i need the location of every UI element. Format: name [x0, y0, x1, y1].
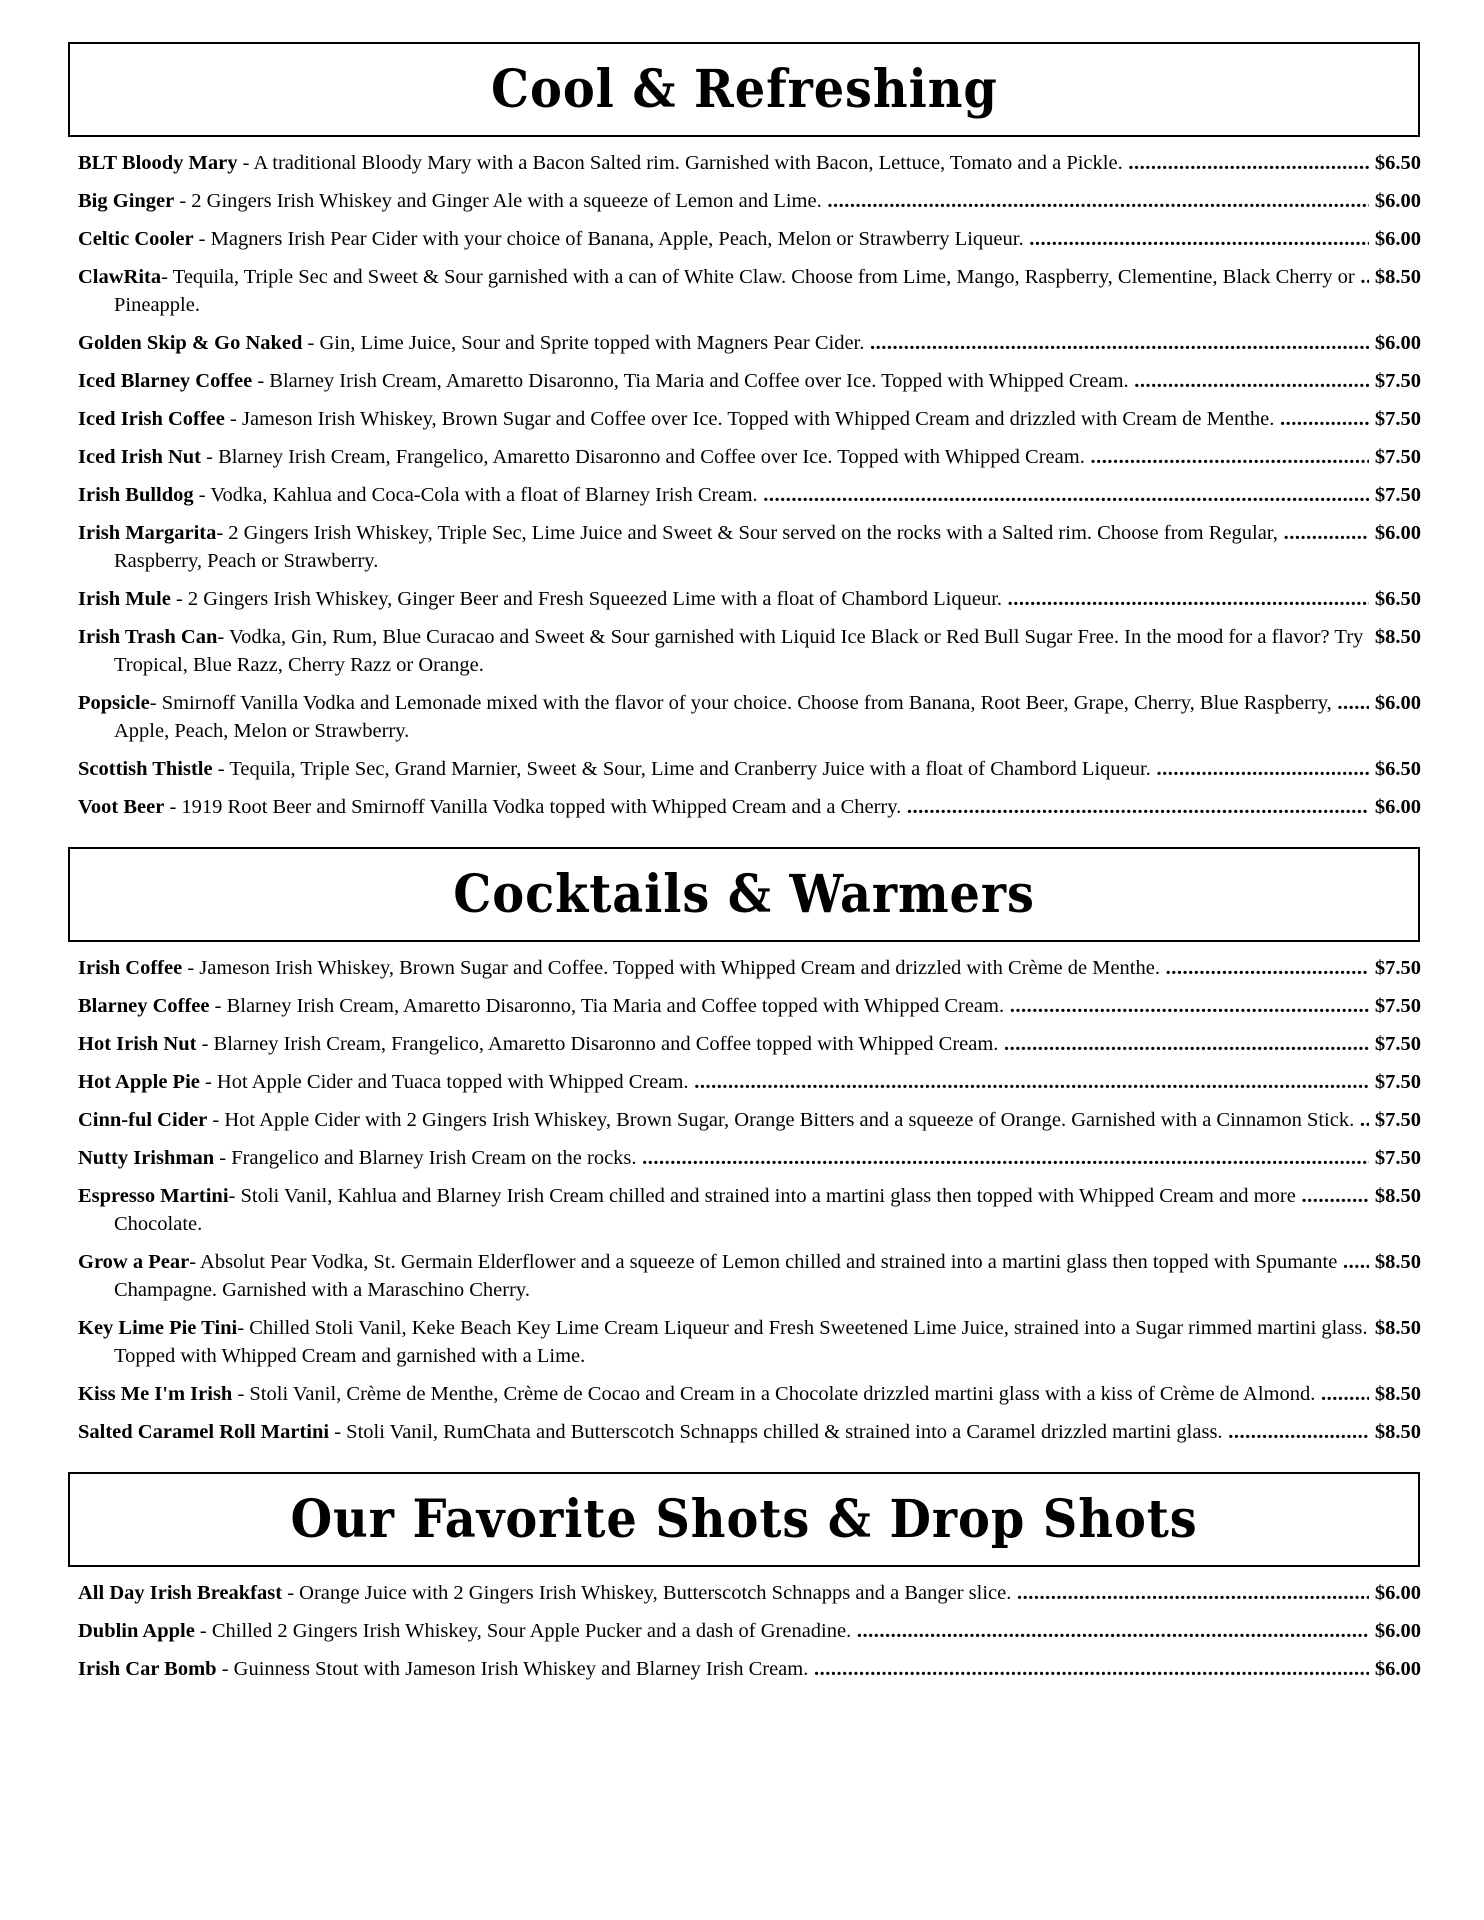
menu-section [68, 42, 1420, 821]
menu-item-price: $8.50 [1374, 1185, 1421, 1207]
menu-item-text [78, 405, 1369, 433]
menu-item-description: - Absolut Pear Vodka, St. Germain Elderflower and a squeeze of Lemon chilled and strained into a martini glass then topped with Spumante [189, 1251, 1338, 1273]
menu-item-price: $6.00 [1374, 190, 1421, 212]
menu-item-text [78, 225, 1369, 253]
dot-leader [864, 332, 1369, 354]
menu-item [78, 1380, 1421, 1408]
menu-item [78, 225, 1421, 253]
dot-leader [758, 484, 1369, 506]
dot-leader [1296, 1185, 1369, 1207]
menu-item [78, 623, 1421, 679]
menu-item-description: - Blarney Irish Cream, Amaretto Disaronno, Tia Maria and Coffee over Ice. Topped with Whipped Cream. [252, 370, 1129, 392]
dot-leader [1355, 266, 1369, 288]
menu-item-description: - Chilled Stoli Vanil, Keke Beach Key Lime Cream Liqueur and Fresh Sweetened Lime Juice, strained into a Sugar rimmed martini glass. [237, 1317, 1368, 1339]
menu-item-description: - Vodka, Kahlua and Coca-Cola with a float of Blarney Irish Cream. [193, 484, 758, 506]
menu-item [78, 1182, 1421, 1238]
menu-item-description: - Jameson Irish Whiskey, Brown Sugar and Coffee over Ice. Topped with Whipped Cream and drizzled with Cream de Menthe. [224, 408, 1275, 430]
menu-item-price: $6.50 [1374, 588, 1421, 610]
menu-item-description: - Stoli Vanil, Crème de Menthe, Crème de Cocao and Cream in a Chocolate drizzled martini glass with a kiss of Crème de Almond. [232, 1383, 1316, 1405]
menu-item [78, 481, 1421, 509]
section-banner [68, 1472, 1420, 1567]
menu-page [68, 42, 1420, 1693]
menu-item-name: Salted Caramel Roll Martini [78, 1421, 330, 1443]
dot-leader [1123, 152, 1369, 174]
menu-item-description: - Frangelico and Blarney Irish Cream on the rocks. [214, 1147, 637, 1169]
menu-item [78, 1068, 1421, 1096]
menu-item-description: - Jameson Irish Whiskey, Brown Sugar and Coffee. Topped with Whipped Cream and drizzled with Crème de Menthe. [182, 957, 1160, 979]
dot-leader [1024, 228, 1369, 250]
dot-leader [1363, 626, 1369, 648]
menu-item-name: Kiss Me I'm Irish [78, 1383, 233, 1405]
menu-item [78, 793, 1421, 821]
menu-item-text [78, 1068, 1369, 1096]
dot-leader [851, 1620, 1369, 1642]
menu-item-price: $6.00 [1374, 522, 1421, 544]
dot-leader [637, 1147, 1369, 1169]
dot-leader [1337, 1251, 1369, 1273]
menu-item [78, 149, 1421, 177]
dot-leader [1085, 446, 1369, 468]
menu-item-name: Big Ginger [78, 190, 175, 212]
menu-item-price: $7.50 [1374, 1147, 1421, 1169]
menu-item-price: $8.50 [1374, 1251, 1421, 1273]
section-title: Our Favorite Shots & Drop Shots [290, 1488, 1198, 1550]
menu-item [78, 689, 1421, 745]
menu-item-description: - 2 Gingers Irish Whiskey and Ginger Ale with a squeeze of Lemon and Lime. [174, 190, 822, 212]
dot-leader [998, 1033, 1368, 1055]
menu-item-text [78, 793, 1369, 821]
menu-item-price: $6.00 [1374, 1658, 1421, 1680]
menu-item-price: $7.50 [1374, 995, 1421, 1017]
dot-leader [1354, 1109, 1369, 1131]
menu-item-description: - Stoli Vanil, RumChata and Butterscotch Schnapps chilled & strained into a Caramel drizzled martini glass. [329, 1421, 1223, 1443]
menu-item [78, 585, 1421, 613]
menu-item-name: Dublin Apple [78, 1620, 195, 1642]
menu-item-price: $6.50 [1374, 152, 1421, 174]
dot-leader [901, 796, 1369, 818]
menu-item-price: $6.50 [1374, 758, 1421, 780]
menu-item-price: $6.00 [1374, 1620, 1421, 1642]
menu-item-text [78, 1182, 1369, 1238]
menu-item-price: $8.50 [1374, 1317, 1421, 1339]
menu-item [78, 954, 1421, 982]
dot-leader [1129, 370, 1369, 392]
dot-leader [1004, 995, 1369, 1017]
menu-item-list [68, 1567, 1420, 1683]
menu-item-text [78, 755, 1369, 783]
dot-leader [689, 1071, 1369, 1093]
menu-item-description: - Magners Irish Pear Cider with your choice of Banana, Apple, Peach, Melon or Strawberry Liqueur. [193, 228, 1024, 250]
dot-leader [1368, 1317, 1369, 1339]
menu-item-description: - Blarney Irish Cream, Amaretto Disaronno, Tia Maria and Coffee topped with Whipped Cream. [209, 995, 1005, 1017]
dot-leader [808, 1658, 1369, 1680]
menu-item-price: $6.00 [1374, 796, 1421, 818]
menu-item [78, 519, 1421, 575]
menu-item-name: Scottish Thistle [78, 758, 213, 780]
menu-item-price: $6.00 [1374, 228, 1421, 250]
section-banner [68, 42, 1420, 137]
menu-item-description: - Gin, Lime Juice, Sour and Sprite topped with Magners Pear Cider. [302, 332, 865, 354]
menu-item-name: Nutty Irishman [78, 1147, 215, 1169]
menu-item-description-continued: Raspberry, Peach or Strawberry. [114, 550, 379, 572]
menu-item [78, 263, 1421, 319]
menu-item-text [78, 519, 1369, 575]
menu-item-name: Irish Trash Can [78, 626, 218, 648]
menu-item-text [78, 585, 1369, 613]
menu-item-name: Irish Coffee [78, 957, 183, 979]
menu-item-text [78, 1248, 1369, 1304]
menu-item [78, 1579, 1421, 1607]
menu-item-text [78, 954, 1369, 982]
menu-item-name: Irish Car Bomb [78, 1658, 217, 1680]
menu-item-description-continued: Chocolate. [114, 1213, 203, 1235]
dot-leader [1332, 692, 1369, 714]
menu-item-description-continued: Champagne. Garnished with a Maraschino Cherry. [114, 1279, 530, 1301]
menu-item-name: Blarney Coffee [78, 995, 210, 1017]
menu-item-description: - Vodka, Gin, Rum, Blue Curacao and Sweet & Sour garnished with Liquid Ice Black or Red Bull Sugar Free. In the mood for a flavor? Try [217, 626, 1364, 648]
menu-item-price: $6.00 [1374, 332, 1421, 354]
menu-item-description: - Stoli Vanil, Kahlua and Blarney Irish Cream chilled and strained into a martini glass then topped with Whipped Cream and more [228, 1185, 1296, 1207]
menu-item [78, 1314, 1421, 1370]
menu-item-name: Irish Mule [78, 588, 171, 610]
menu-item-text [78, 1314, 1369, 1370]
menu-item [78, 405, 1421, 433]
dot-leader [1160, 957, 1369, 979]
menu-item-price: $7.50 [1374, 408, 1421, 430]
menu-item-description: - Tequila, Triple Sec, Grand Marnier, Sweet & Sour, Lime and Cranberry Juice with a float of Chambord Liqueur. [212, 758, 1151, 780]
dot-leader [1011, 1582, 1369, 1604]
menu-item [78, 1248, 1421, 1304]
menu-item [78, 755, 1421, 783]
menu-item-price: $8.50 [1374, 266, 1421, 288]
section-banner [68, 847, 1420, 942]
menu-item-price: $7.50 [1374, 957, 1421, 979]
menu-item-price: $7.50 [1374, 1071, 1421, 1093]
menu-item-price: $7.50 [1374, 1033, 1421, 1055]
menu-item-description: - Blarney Irish Cream, Frangelico, Amaretto Disaronno and Coffee topped with Whipped Cream. [196, 1033, 999, 1055]
menu-item-text [78, 1418, 1369, 1446]
menu-item-name: Grow a Pear [78, 1251, 190, 1273]
menu-item-name: Cinn-ful Cider [78, 1109, 208, 1131]
menu-item-name: Hot Irish Nut [78, 1033, 197, 1055]
menu-item-text [78, 263, 1369, 319]
dot-leader [1278, 522, 1369, 544]
menu-item-text [78, 1380, 1369, 1408]
menu-item-name: Iced Irish Coffee [78, 408, 225, 430]
menu-item-price: $6.00 [1374, 692, 1421, 714]
dot-leader [1274, 408, 1369, 430]
menu-item-text [78, 623, 1369, 679]
menu-item-description: - Orange Juice with 2 Gingers Irish Whiskey, Butterscotch Schnapps and a Banger slice. [282, 1582, 1012, 1604]
menu-section [68, 847, 1420, 1446]
menu-item-price: $8.50 [1374, 1421, 1421, 1443]
menu-item-text [78, 329, 1369, 357]
menu-item-name: Celtic Cooler [78, 228, 194, 250]
menu-item-text [78, 443, 1369, 471]
menu-item-price: $7.50 [1374, 370, 1421, 392]
menu-item [78, 187, 1421, 215]
menu-item-text [78, 367, 1369, 395]
menu-item [78, 1106, 1421, 1134]
menu-item-text [78, 1144, 1369, 1172]
section-title: Cool & Refreshing [490, 58, 998, 120]
menu-item-price: $7.50 [1374, 484, 1421, 506]
menu-item-text [78, 481, 1369, 509]
menu-item-name: Iced Blarney Coffee [78, 370, 253, 392]
menu-item-name: Iced Irish Nut [78, 446, 202, 468]
menu-item-name: Espresso Martini [78, 1185, 229, 1207]
dot-leader [1223, 1421, 1369, 1443]
menu-item-price: $8.50 [1374, 1383, 1421, 1405]
menu-item-description: - Blarney Irish Cream, Frangelico, Amaretto Disaronno and Coffee over Ice. Topped with Whipped Cream. [201, 446, 1085, 468]
menu-item-price: $6.00 [1374, 1582, 1421, 1604]
menu-item [78, 367, 1421, 395]
menu-section [68, 1472, 1420, 1683]
dot-leader [1151, 758, 1369, 780]
menu-item-name: Voot Beer [78, 796, 165, 818]
menu-item-text [78, 1617, 1369, 1645]
section-title: Cocktails & Warmers [453, 863, 1035, 925]
dot-leader [1315, 1383, 1369, 1405]
menu-item-description: - 2 Gingers Irish Whiskey, Triple Sec, Lime Juice and Sweet & Sour served on the rocks with a Salted rim. Choose from Regular, [216, 522, 1278, 544]
dot-leader [822, 190, 1369, 212]
menu-item-price: $7.50 [1374, 1109, 1421, 1131]
menu-item-description: - Tequila, Triple Sec and Sweet & Sour garnished with a can of White Claw. Choose from Lime, Mango, Raspberry, Clementine, Black Cherry or [161, 266, 1355, 288]
menu-item [78, 1418, 1421, 1446]
menu-item-description: - 2 Gingers Irish Whiskey, Ginger Beer and Fresh Squeezed Lime with a float of Chambord Liqueur. [170, 588, 1003, 610]
menu-item-description-continued: Pineapple. [114, 294, 200, 316]
menu-item-description: - Smirnoff Vanilla Vodka and Lemonade mixed with the flavor of your choice. Choose from Banana, Root Beer, Grape, Cherry, Blue Raspberry, [149, 692, 1332, 714]
menu-item [78, 329, 1421, 357]
menu-item-description: - Guinness Stout with Jameson Irish Whiskey and Blarney Irish Cream. [216, 1658, 809, 1680]
menu-item-description: - 1919 Root Beer and Smirnoff Vanilla Vodka topped with Whipped Cream and a Cherry. [164, 796, 902, 818]
menu-item-list [68, 942, 1420, 1446]
menu-item-text [78, 1579, 1369, 1607]
menu-item-name: BLT Bloody Mary [78, 152, 238, 174]
menu-item-name: Golden Skip & Go Naked [78, 332, 303, 354]
menu-item-text [78, 992, 1369, 1020]
menu-item-description: - Chilled 2 Gingers Irish Whiskey, Sour Apple Pucker and a dash of Grenadine. [194, 1620, 852, 1642]
menu-item-name: All Day Irish Breakfast [78, 1582, 283, 1604]
menu-item-text [78, 1655, 1369, 1683]
menu-item [78, 1144, 1421, 1172]
menu-item-description: - A traditional Bloody Mary with a Bacon Salted rim. Garnished with Bacon, Lettuce, Tomato and a Pickle. [237, 152, 1123, 174]
menu-item-list [68, 137, 1420, 821]
dot-leader [1002, 588, 1369, 610]
menu-item-name: Popsicle [78, 692, 150, 714]
menu-item [78, 1617, 1421, 1645]
menu-item-description: - Hot Apple Cider with 2 Gingers Irish Whiskey, Brown Sugar, Orange Bitters and a squeeze of Orange. Garnished with a Cinnamon Stick. [207, 1109, 1355, 1131]
menu-item-description-continued: Tropical, Blue Razz, Cherry Razz or Orange. [114, 654, 484, 676]
menu-item-name: ClawRita [78, 266, 162, 288]
menu-item [78, 1655, 1421, 1683]
menu-item-price: $8.50 [1374, 626, 1421, 648]
menu-item-description: - Hot Apple Cider and Tuaca topped with Whipped Cream. [199, 1071, 689, 1093]
menu-item [78, 992, 1421, 1020]
menu-item-description-continued: Topped with Whipped Cream and garnished with a Lime. [114, 1345, 586, 1367]
menu-item-text [78, 149, 1369, 177]
menu-item-price: $7.50 [1374, 446, 1421, 468]
menu-item-name: Hot Apple Pie [78, 1071, 200, 1093]
menu-item-text [78, 1030, 1369, 1058]
menu-item [78, 1030, 1421, 1058]
menu-item-text [78, 1106, 1369, 1134]
menu-item-text [78, 187, 1369, 215]
menu-item-name: Irish Bulldog [78, 484, 194, 506]
menu-item [78, 443, 1421, 471]
menu-item-description-continued: Apple, Peach, Melon or Strawberry. [114, 720, 410, 742]
menu-item-text [78, 689, 1369, 745]
menu-item-name: Irish Margarita [78, 522, 217, 544]
menu-item-name: Key Lime Pie Tini [78, 1317, 238, 1339]
